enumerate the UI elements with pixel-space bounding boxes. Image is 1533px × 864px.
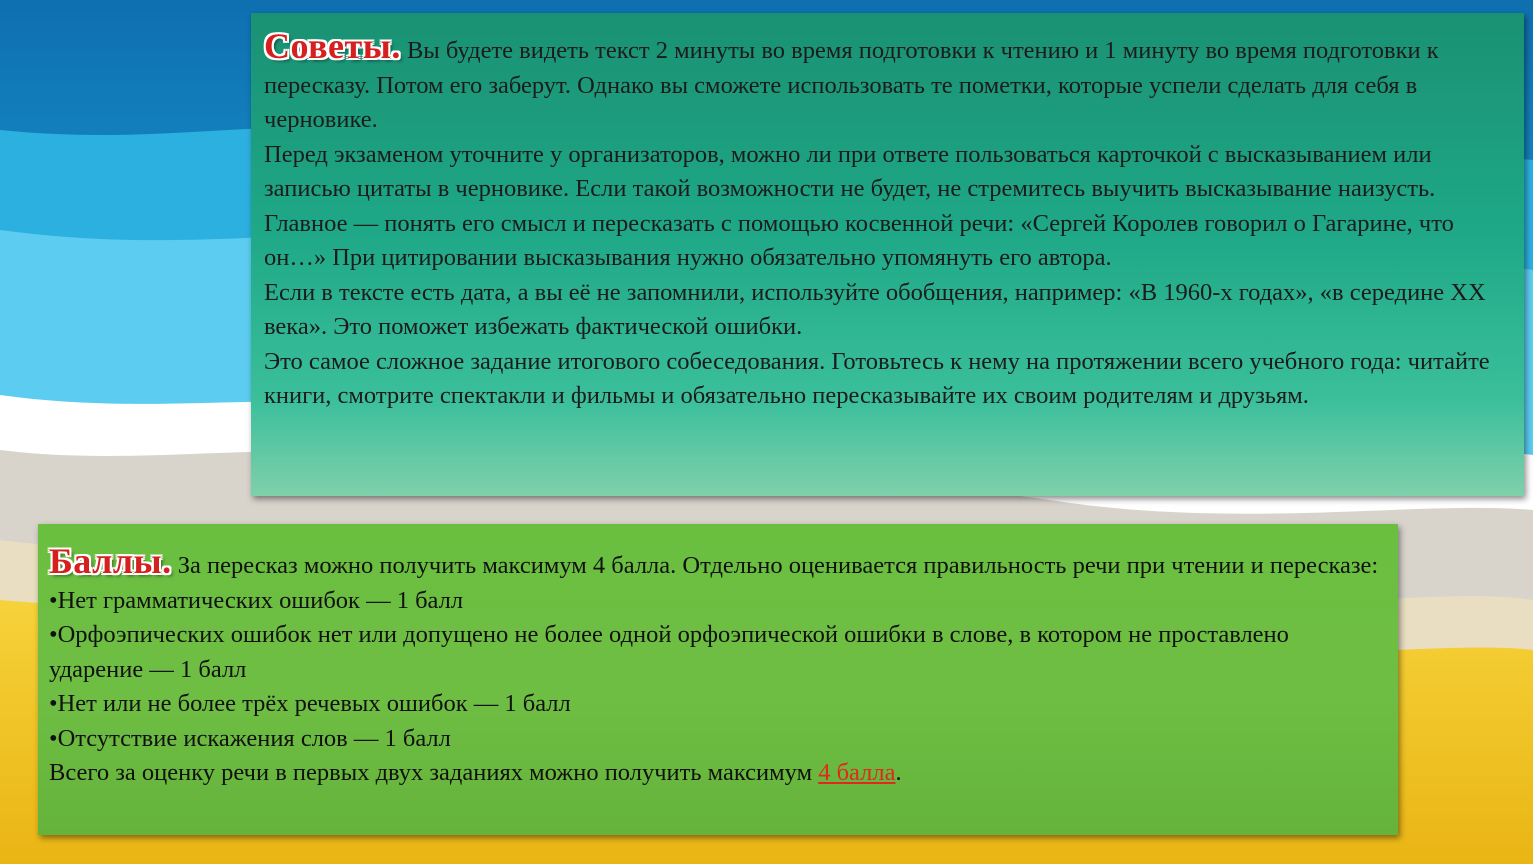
tips-paragraph-4: Это самое сложное задание итогового собеседования. Готовьтесь к нему на протяжении всего учебного года: читайте книги, смотрите спектакли и фильмы и обязательно пересказывайте их своим родителям и друзьям. (264, 347, 1490, 409)
scores-panel (38, 524, 1398, 835)
tips-panel (251, 13, 1524, 496)
tips-paragraph-2: Перед экзаменом уточните у организаторов, можно ли при ответе пользоваться карточкой с высказыванием или записью цитаты в черновике. Если такой возможности не будет, не стремитесь выучить высказывание наизусть. Главное — понять его смысл и пересказать с помощью косвенной речи: «Сергей Королев говорил о Гагарине, что он…» При цитировании высказывания нужно обязательно упомянуть его автора. (264, 140, 1454, 271)
scores-item-grammar: •Нет грамматических ошибок — 1 балл (49, 586, 464, 614)
tips-paragraph-1 (264, 26, 1502, 138)
scores-total-end: . (895, 759, 902, 786)
scores-item-distortion: •Отсутствие искажения слов — 1 балл (49, 724, 451, 752)
scores-total (49, 756, 1380, 791)
tips-heading: Советы. (264, 26, 401, 66)
scores-heading: Баллы. (49, 541, 172, 581)
tips-text-1: Вы будете видеть текст 2 минуты во время подготовки к чтению и 1 минуту во время подготовки к пересказу. Потом его заберут. Однако вы сможете использовать те пометки, которые успели сделать для себя в черновике. (264, 37, 1439, 133)
scores-intro (49, 541, 1380, 584)
scores-item-speech: •Нет или не более трёх речевых ошибок — 1 балл (49, 690, 571, 717)
scores-intro-text: За пересказ можно получить максимум 4 балла. Отдельно оценивается правильность речи при чтении и пересказе: (177, 552, 1379, 579)
scores-total-text: Всего за оценку речи в первых двух заданиях можно получить максимум (49, 759, 819, 786)
scores-total-link[interactable]: 4 балла (818, 759, 896, 786)
tips-paragraph-3: Если в тексте есть дата, а вы её не запомнили, используйте обобщения, например: «В 1960-х годах», «в середине XX века». Это поможет избежать фактической ошибки. (264, 278, 1486, 340)
scores-item-orthoepy: •Орфоэпических ошибок нет или допущено не более одной орфоэпической ошибки в слове, в котором не проставлено ударение — 1 балл (49, 621, 1289, 683)
